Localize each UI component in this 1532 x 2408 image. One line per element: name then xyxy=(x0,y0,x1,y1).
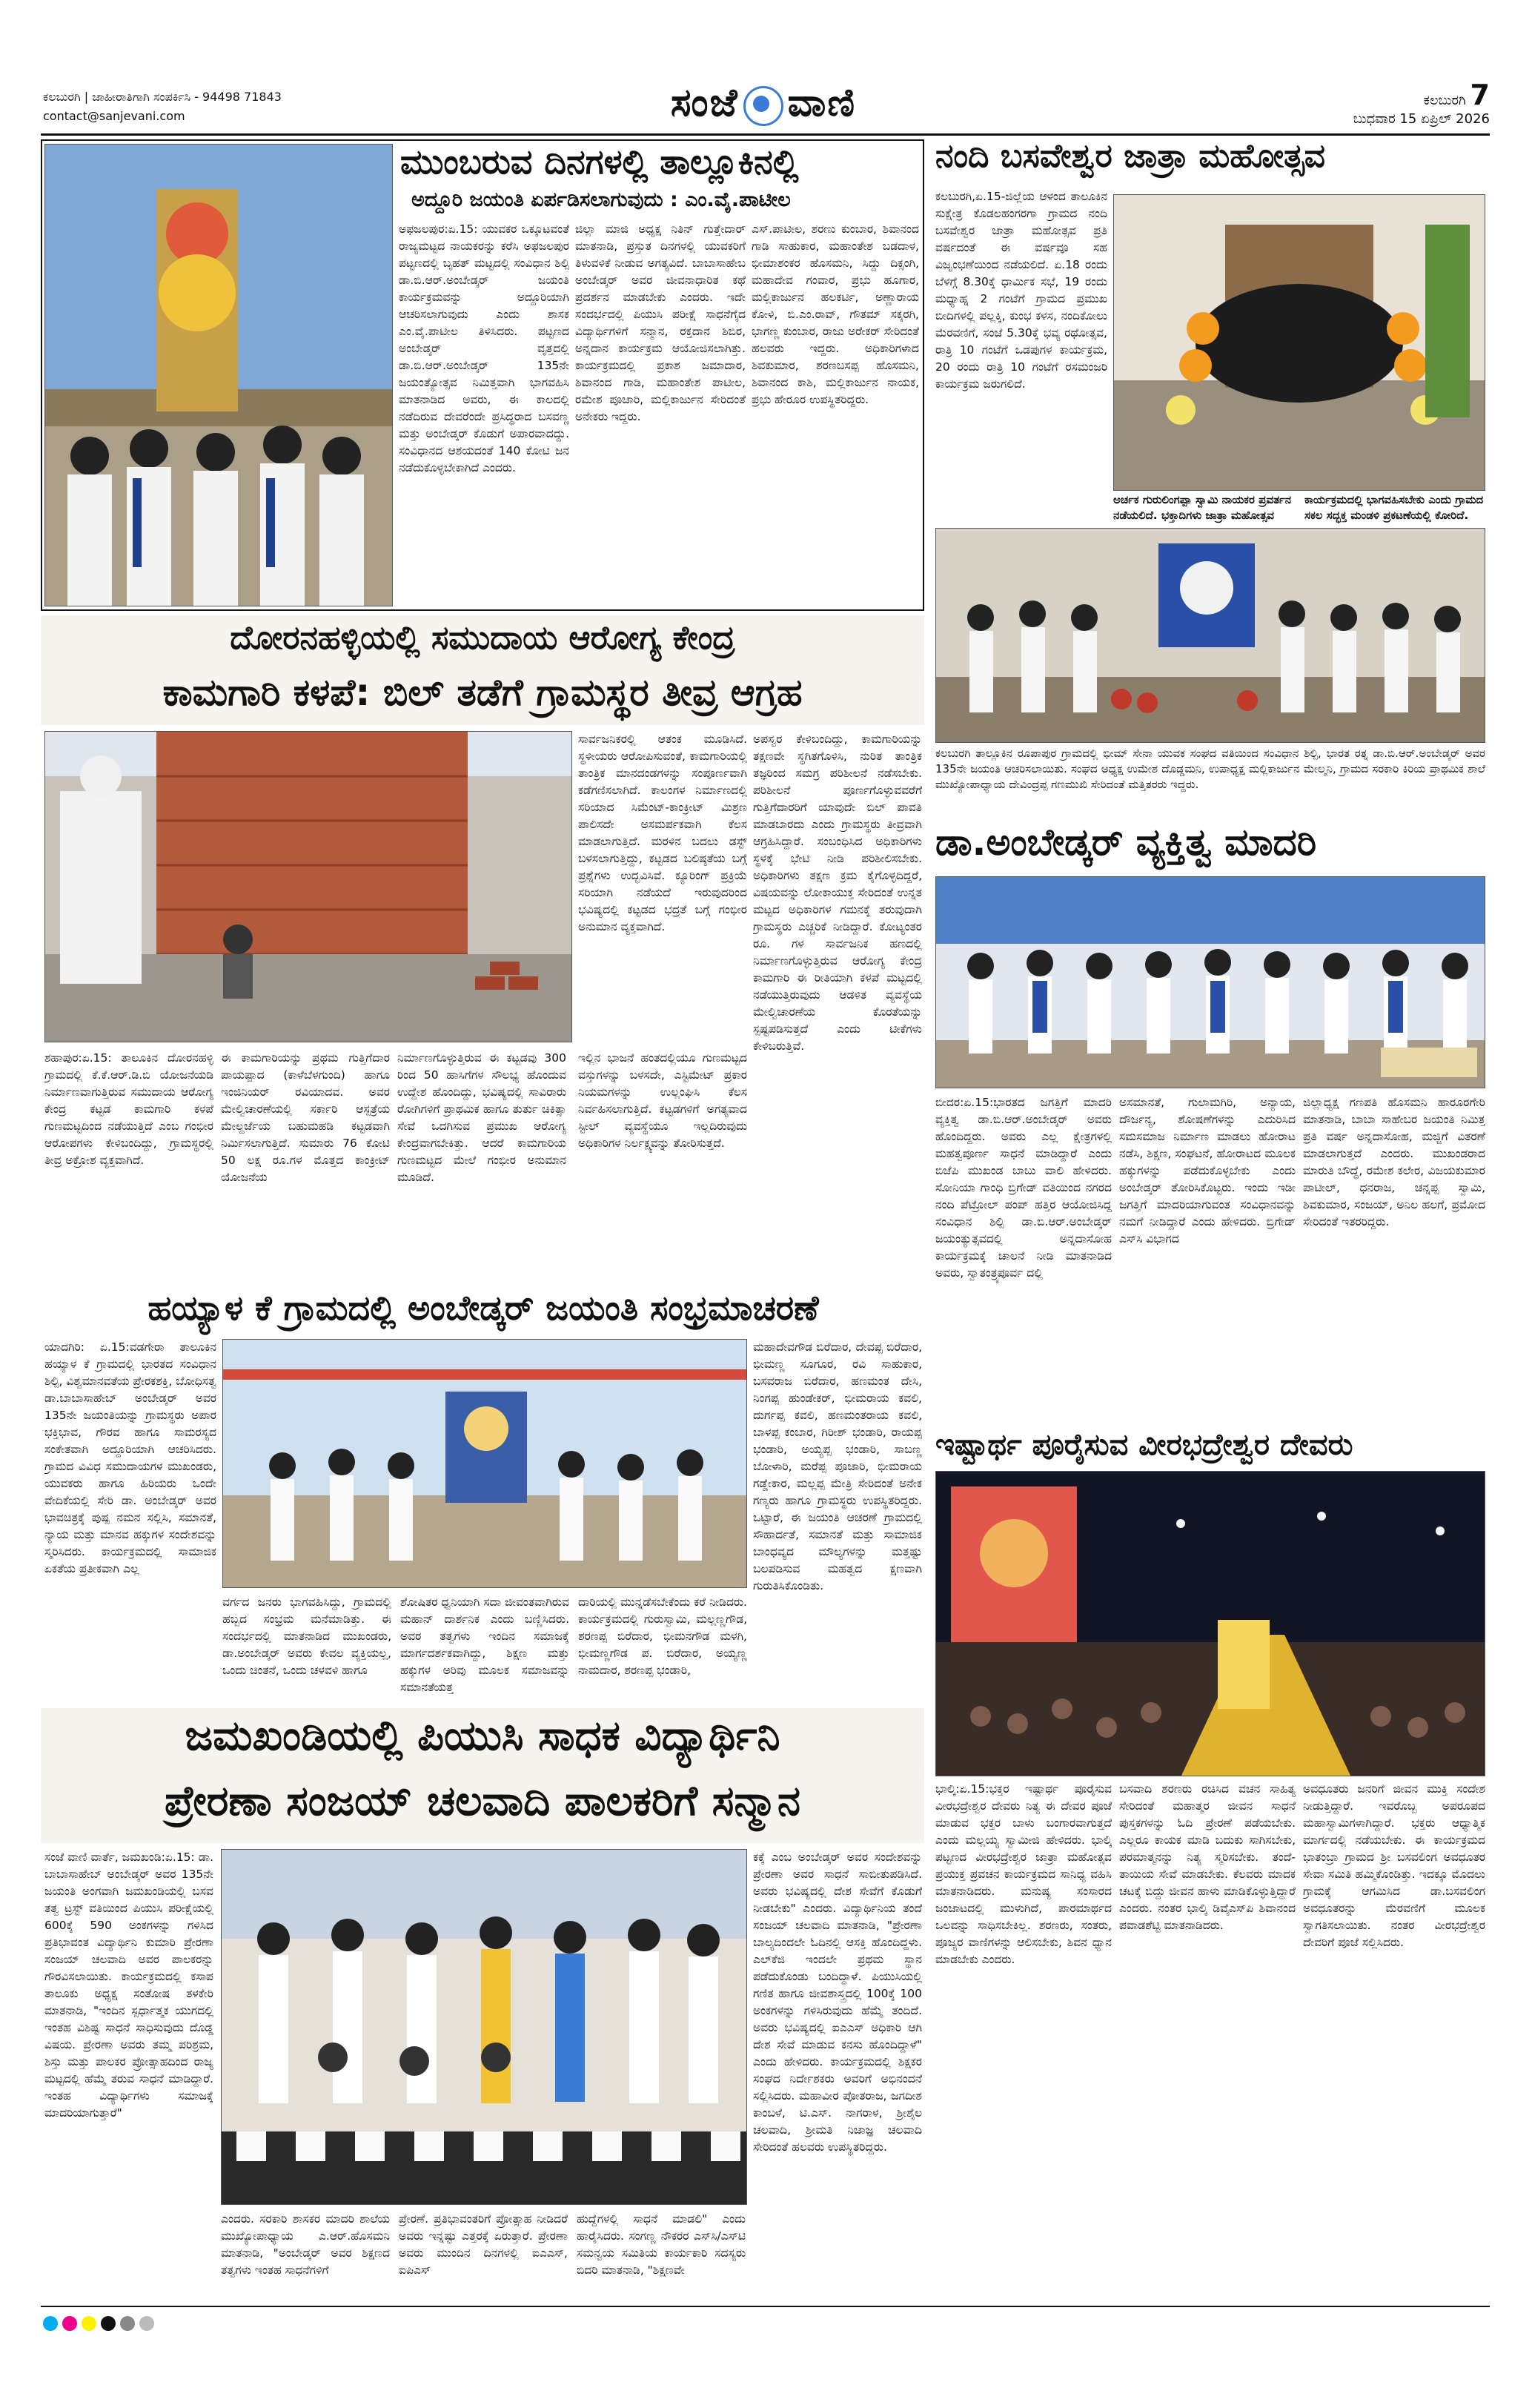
brand-part-1: ಸಂಜೆ xyxy=(670,80,739,125)
magenta-dot-icon xyxy=(62,2316,77,2331)
story6-col1: ಭಾಲ್ಕಿ:ಏ.15:ಭಕ್ತರ ಇಷ್ಟಾರ್ಥ ಪೂರೈಸುವ ವೀರಭದ್ರೇಶ್ವರ ದೇವರು ನಿತ್ಯ ಈ ದೇವರ ಪೂಜೆ ಮಾಡುವ ಭಕ್ತರ ಬಾಳು ಬಂಗಾರವಾಗುತ್ತದೆ ಎಂದು ಮಲ್ಲಯ್ಯ ಸ್ವಾಮೀಜಿ ಹೇಳಿದರು. ಭಾಲ್ಕಿ ಪಟ್ಟಣದ ವೀರಭದ್ರೇಶ್ವರ ಜಾತ್ರಾ ಮಹೋತ್ಸವ ಪ್ರಯುಕ್ತ ಪ್ರವಚನ ಕಾರ್ಯಕ್ರಮದ ಸಾನಿಧ್ಯ ವಹಿಸಿ ಮಾತನಾಡಿದರು. ಮನುಷ್ಯ ಸಂಸಾರದ ಜಂಜಾಟದಲ್ಲಿ ಮುಳುಗಿದೆ, ಪಾರಮಾರ್ಥದ ಒಲವನ್ನು ಸಾಧಿಸಬೇಕಿಲ್ಲ. ಶರಣರು, ಸಂತರು, ಪೂಜ್ಯರ ವಾಣಿಗಳನ್ನು ಆಲಿಸಬೇಕು, ಶಿವನ ಧ್ಯಾನ ಮಾಡಬೇಕು ಎಂದರು. xyxy=(935,1782,1112,1966)
story2-body: ಕಲಬುರಗಿ,ಏ.15-ಜಿಲ್ಲೆಯ ಆಳಂದ ತಾಲೂಕಿನ ಸುಕ್ಷೇತ್ರ ಕೊಡಲಹಂಗರಗಾ ಗ್ರಾಮದ ನಂದಿ ಬಸವೇಶ್ವರ ಜಾತ್ರಾ ಮಹೋತ್ಸವ ಪ್ರತಿ ವರ್ಷದಂತೆ ಈ ವರ್ಷವೂ ಸಹ ವಿಜೃಂಭಣೆಯಿಂದ ನಡೆಯಲಿದೆ. ಏ.18 ರಂದು ಬೆಳಗ್ಗೆ 8.30ಕ್ಕೆ ಧಾರ್ಮಿಕ ಸಭೆ, 19 ರಂದು ಮಧ್ಯಾಹ್ನ 2 ಗಂಟೆಗೆ ಗ್ರಾಮದ ಪ್ರಮುಖ ಬೀದಿಗಳಲ್ಲಿ ಪಲ್ಲಕ್ಕಿ, ಕುಂಭ ಕಳಸ, ನಂದಿಕೋಲು ಮೆರವಣಿಗೆ, ಸಂಜೆ 5.30ಕ್ಕೆ ಭವ್ಯ ರಥೋತ್ಸವ, ರಾತ್ರಿ 10 ಗಂಟೆಗೆ ಒಡಪುಗಳ ಕಾರ್ಯಕ್ರಮ, 20 ರಂದು ರಾತ್ರಿ 10 ಗಂಟೆಗೆ ರಸಮಂಜರಿ ಕಾರ್ಯಕ್ರಮ ಜರುಗಲಿದೆ. xyxy=(935,190,1107,391)
story4-col1: ಬೀದರ:ಏ.15:ಭಾರತದ ಜಗತ್ತಿಗೆ ಮಾದರಿ ವ್ಯಕ್ತಿತ್ವ ಡಾ.ಬಿ.ಆರ್.ಅಂಬೇಡ್ಕರ್ ಅವರು ಹೊಂದಿದ್ದರು. ಅವರು ಎಲ್ಲ ಕ್ಷೇತ್ರಗಳಲ್ಲಿ ಮಹತ್ವಪೂರ್ಣ ಸಾಧನೆ ಮಾಡಿದ್ದಾರೆ ಎಂದು ಬಿಜೆಪಿ ಮುಖಂಡ ಬಾಬು ವಾಲಿ ಹೇಳಿದರು. ಸೋನಿಯಾ ಗಾಂಧಿ ಬ್ರಿಗೇಡ್ ವತಿಯಿಂದ ನಗರದ ನಂದಿ ಪೆಟ್ರೋಲ್ ಪಂಪ್ ಹತ್ತಿರ ಆಯೋಜಿಸಿದ್ದ ಸಂವಿಧಾನ ಶಿಲ್ಪಿ ಡಾ.ಬಿ.ಆರ್.ಅಂಬೇಡ್ಕರ್ ಜಯಂತ್ಯುತ್ಸವದಲ್ಲಿ ಅನ್ನದಾಸೋಹ ಕಾರ್ಯಕ್ರಮಕ್ಕೆ ಚಾಲನೆ ನೀಡಿ ಮಾತನಾಡಿದ ಅವರು, ಸ್ವಾತಂತ್ರ್ಯಪೂರ್ವ ದಲ್ಲಿ xyxy=(935,1096,1112,1280)
story5-col-left: ಯಾದಗಿರಿ: ಏ.15:ವಡಗೇರಾ ತಾಲೂಕಿನ ಹಯ್ಯಾಳ ಕೆ ಗ್ರಾಮದಲ್ಲಿ ಭಾರತದ ಸಂವಿಧಾನ ಶಿಲ್ಪಿ, ವಿಶ್ವಮಾನವತೆಯ ಪ್ರೇರಕಶಕ್ತಿ, ಬೋಧಿಸತ್ವ ಡಾ.ಬಾಬಾಸಾಹೇಬ್ ಅಂಬೇಡ್ಕರ್ ಅವರ 135ನೇ ಜಯಂತಿಯನ್ನು ಗ್ರಾಮಸ್ಥರು ಅಪಾರ ಭಕ್ತಿಭಾವ, ಗೌರವ ಹಾಗೂ ಸಾಮರಸ್ಯದ ಸಂಕೇತವಾಗಿ ಅದ್ದೂರಿಯಾಗಿ ಆಚರಿಸಿದರು. ಗ್ರಾಮದ ವಿವಿಧ ಸಮುದಾಯಗಳ ಮುಖಂಡರು, ಯುವಕರು ಹಾಗೂ ಹಿರಿಯರು ಒಂದೇ ವೇದಿಕೆಯಲ್ಲಿ ಸೇರಿ ಡಾ. ಅಂಬೇಡ್ಕರ್ ಅವರ ಭಾವಚಿತ್ರಕ್ಕೆ ಪುಷ್ಪ ನಮನ ಸಲ್ಲಿಸಿ, ಸಮಾನತೆ, ನ್ಯಾಯ ಮತ್ತು ಮಾನವ ಹಕ್ಕುಗಳ ಸಂದೇಶವನ್ನು ಸ್ಮರಿಸಿದರು. ಕಾರ್ಯಕ್ರಮದಲ್ಲಿ ಸಾಮಾಜಿಕ ಏಕತೆಯ ಪ್ರತೀಕವಾಗಿ ಎಲ್ಲ xyxy=(44,1340,216,1575)
story7-col-right: ಕಕ್ಕೆ ಎಂಬ ಅಂಬೇಡ್ಕರ್ ಅವರ ಸಂದೇಶವನ್ನು ಪ್ರೇರಣಾ ಅವರ ಸಾಧನೆ ಸಾಬೀತುಪಡಿಸಿದೆ. ಅವರು ಭವಿಷ್ಯದಲ್ಲಿ ದೇಶ ಸೇವೆಗೆ ಕೊಡುಗೆ ನೀಡಬೇಕು" ಎಂದರು. ವಿದ್ಯಾರ್ಥಿನಿಯ ತಂದೆ ಸಂಜಯ್ ಚಲವಾದಿ ಮಾತನಾಡಿ, "ಪ್ರೇರಣಾ ಬಾಲ್ಯದಿಂದಲೇ ಓದಿನಲ್ಲಿ ಆಸಕ್ತಿ ಹೊಂದಿದ್ದಳು. ಎಲ್‌ಕೆಜಿ ಇಂದಲೇ ಪ್ರಥಮ ಸ್ಥಾನ ಪಡೆದುಕೊಂಡು ಬಂದಿದ್ದಾಳೆ. ಪಿಯುಸಿಯಲ್ಲಿ ಗಣಿತ ಹಾಗೂ ಜೀವಶಾಸ್ತ್ರದಲ್ಲಿ 100ಕ್ಕೆ 100 ಅಂಕಗಳನ್ನು ಗಳಿಸಿರುವುದು ಹೆಮ್ಮೆ ತಂದಿದೆ. ಅವರು ಭವಿಷ್ಯದಲ್ಲಿ ಐಎಎಸ್ ಅಧಿಕಾರಿ ಆಗಿ ದೇಶ ಸೇವೆ ಮಾಡುವ ಕನಸು ಹೊಂದಿದ್ದಾಳೆ" ಎಂದು ಹೇಳಿದರು. ಕಾರ್ಯಕ್ರಮದಲ್ಲಿ ಶಿಕ್ಷಕರ ಸಂಘದ ನಿರ್ದೇಶಕರು ಅವರಿಗೆ ಅಭಿನಂದನೆ ಸಲ್ಲಿಸಿದರು. ಮಹಾವೀರ ಪೋತರಾಜ, ಜಗದೀಶ ಕಾಂಬಳೆ, ಟಿ.ಎಸ್. ನಾಗರಾಳ, ಶ್ರೀಶೈಲ ಚಲವಾದಿ, ಶ್ರೀಮತಿ ನಿಜಾಜ್ಞ ಚಲವಾದಿ ಸೇರಿದಂತೆ ಹಲವರು ಉಪಸ್ಥಿತರಿದ್ದರು. xyxy=(753,1850,922,2154)
story5-col-m1: ವರ್ಗದ ಜನರು ಭಾಗವಹಿಸಿದ್ದು, ಗ್ರಾಮದಲ್ಲಿ ಹಬ್ಬದ ಸಂಭ್ರಮ ಮನೆಮಾಡಿತ್ತು. ಈ ಸಂದರ್ಭದಲ್ಲಿ ಮಾತನಾಡಿದ ಮುಖಂಡರು, ಡಾ.ಅಂಬೇಡ್ಕರ್ ಅವರು ಕೇವಲ ವ್ಯಕ್ತಿಯಲ್ಲ, ಒಂದು ಚಿಂತನೆ, ಒಂದು ಚಳವಳಿ ಹಾಗೂ xyxy=(222,1595,391,1677)
story5-col-m2: ಶೋಷಿತರ ಧ್ವನಿಯಾಗಿ ಸದಾ ಜೀವಂತವಾಗಿರುವ ಮಹಾನ್ ದಾರ್ಶನಿಕ ಎಂದು ಬಣ್ಣಿಸಿದರು. ಅವರ ತತ್ವಗಳು ಇಂದಿನ ಸಮಾಜಕ್ಕೆ ಮಾರ್ಗದರ್ಶಕವಾಗಿದ್ದು, ಶಿಕ್ಷಣ ಮತ್ತು ಹಕ್ಕುಗಳ ಅರಿವು ಮೂಲಕ ಸಮಾಜವನ್ನು ಸಮಾನತೆಯತ್ತ xyxy=(400,1595,569,1694)
story5-col-m3: ದಾರಿಯಲ್ಲಿ ಮುನ್ನಡೆಸಬೇಕೆಂದು ಕರೆ ನೀಡಿದರು. ಕಾರ್ಯಕ್ರಮದಲ್ಲಿ ಗುರುಸ್ವಾಮಿ, ಮಲ್ಲಣ್ಣಗೌಡ, ಶರಣಪ್ಪ ಬಿರೆದಾರ, ಭೀಮನಗೌಡ ಮಳಗಿ, ಭೀಮಣ್ಣಗೌಡ ಪ. ಬಿರೆದಾರ, ಅಯ್ಯಣ್ಣ ನಾಮದಾರ, ಶರಣಪ್ಪ ಭಂಡಾರಿ, xyxy=(578,1595,747,1677)
brand-globe-icon xyxy=(743,86,783,126)
masthead-rule xyxy=(41,133,1490,136)
masthead-left xyxy=(43,87,488,126)
story3-col-right2: ಅಪಸ್ವರ ಕೇಳಿಬಂದಿದ್ದು, ಕಾಮಗಾರಿಯನ್ನು ತಕ್ಷಣವೇ ಸ್ಥಗಿತಗೊಳಿಸಿ, ನುರಿತ ತಾಂತ್ರಿಕ ತಜ್ಞರಿಂದ ಸಮಗ್ರ ಪರಿಶೀಲನೆ ನಡೆಸಬೇಕು. ಪರಿಶೀಲನೆ ಪೂರ್ಣಗೊಳ್ಳುವವರೆಗೆ ಗುತ್ತಿಗೆದಾರರಿಗೆ ಯಾವುದೇ ಬಿಲ್ ಪಾವತಿ ಮಾಡಬಾರದು ಎಂದು ಗ್ರಾಮಸ್ಥರು ತೀವ್ರವಾಗಿ ಆಗ್ರಹಿಸಿದ್ದಾರೆ. ಸಂಬಂಧಿಸಿದ ಅಧಿಕಾರಿಗಳು ಸ್ಥಳಕ್ಕೆ ಭೇಟಿ ನೀಡಿ ಪರಿಶೀಲಿಸಬೇಕು. ಅಧಿಕಾರಿಗಳು ತಕ್ಷಣ ಕ್ರಮ ಕೈಗೊಳ್ಳದಿದ್ದರೆ, ವಿಷಯವನ್ನು ಲೋಕಾಯುಕ್ತ ಸೇರಿದಂತೆ ಉನ್ನತ ಮಟ್ಟದ ಅಧಿಕಾರಿಗಳ ಗಮನಕ್ಕೆ ತರುವುದಾಗಿ ಗ್ರಾಮಸ್ಥರು ಎಚ್ಚರಿಕೆ ನೀಡಿದ್ದಾರೆ. ಕೋಟ್ಯಂತರ ರೂ. ಗಳ ಸಾರ್ವಜನಿಕ ಹಣದಲ್ಲಿ ನಿರ್ಮಾಣಗೊಳ್ಳುತ್ತಿರುವ ಆರೋಗ್ಯ ಕೇಂದ್ರ ಕಾಮಗಾರಿ ಈ ರೀತಿಯಾಗಿ ಕಳಪೆ ಮಟ್ಟದಲ್ಲಿ ನಡೆಯುತ್ತಿರುವುದು ಆಡಳಿತ ವ್ಯವಸ್ಥೆಯ ಮೇಲ್ವಿಚಾರಣೆಯ ಕೊರತೆಯನ್ನು ಸ್ಪಷ್ಟಪಡಿಸುತ್ತದೆ ಎಂದು ಟೀಕೆಗಳು ಕೇಳಿಬರುತ್ತಿವೆ. xyxy=(753,732,922,1053)
story6-photo xyxy=(935,1471,1485,1776)
story7-photo xyxy=(221,1849,747,2205)
story1-col1: ಅಫಜಲಪುರ:ಏ.15: ಯುವಕರ ಒಕ್ಕೂಟವಂತೆ ರಾಜ್ಯಮಟ್ಟದ ನಾಯಕರನ್ನು ಕರೆಸಿ ಅಫಜಲಪುರ ಪಟ್ಟಣದಲ್ಲಿ ಬೃಹತ್ ಮಟ್ಟದಲ್ಲಿ ಸಂವಿಧಾನ ಶಿಲ್ಪಿ ಡಾ.ಬಿ.ಆರ್.ಅಂಬೇಡ್ಕರ್ ಜಯಂತಿ ಕಾರ್ಯಕ್ರಮವನ್ನು ಅದ್ದೂರಿಯಾಗಿ ಆಚರಿಸಲಾಗುವುದು ಎಂದು ಶಾಸಕ ಎಂ.ವೈ.ಪಾಟೀಲ ತಿಳಿಸಿದರು. ಪಟ್ಟಣದ ಅಂಬೇಡ್ಕರ್ ವೃತ್ತದಲ್ಲಿ ಡಾ.ಬಿ.ಆರ್.ಅಂಬೇಡ್ಕರ್ 135ನೇ ಜಯಂತ್ಯೋತ್ಸವ ನಿಮಿತ್ತವಾಗಿ ಭಾಗವಹಿಸಿ ಮಾತನಾಡಿದ ಅವರು, ಈ ಕಾಲದಲ್ಲಿ ನಡೆದಿರುವ ದೇವರೆಂದೇ ಪ್ರಸಿದ್ಧರಾದ ಬಸವಣ್ಣ ಮತ್ತು ಅಂಬೇಡ್ಕರ್ ಕೊಡುಗೆ ಅಪಾರವಾದದ್ದು. ಸಂವಿಧಾನದ ಆಶಯದಂತೆ 140 ಕೋಟಿ ಜನ ನಡೆದುಕೊಳ್ಳಬೇಕಾಗಿದೆ ಎಂದರು. xyxy=(399,222,569,474)
story7-col-b1: ಎಂದರು. ಸರಕಾರಿ ಶಾಸಕರ ಮಾದರಿ ಶಾಲೆಯ ಮುಖ್ಯೋಪಾಧ್ಯಾಯ ಎ.ಆರ್.ಹೊಸಮನಿ ಮಾತನಾಡಿ, "ಅಂಬೇಡ್ಕರ್ ಅವರ ಶಿಕ್ಷಣದ ತತ್ವಗಳು ಇಂತಹ ಸಾಧನೆಗಳಿಗೆ xyxy=(221,2212,390,2277)
story2-caption1: ಅರ್ಚಕ ಗುರುಲಿಂಗಪ್ಪಾ ಸ್ವಾಮಿ ನಾಯಕರ ಪ್ರವರ್ತನ ನಡೆಯಲಿದೆ. ಭಕ್ತಾದಿಗಳು ಜಾತ್ರಾ ಮಹೋತ್ಸವ xyxy=(1113,493,1292,522)
story2-headline: ನಂದಿ ಬಸವೇಶ್ವರ ಜಾತ್ರಾ ಮಹೋತ್ಸವ xyxy=(935,138,1325,175)
story4-col2: ಅಸಮಾನತೆ, ಗುಲಾಮಗಿರಿ, ಅನ್ಯಾಯ, ದೌರ್ಜನ್ಯ, ಶೋಷಣೆಗಳನ್ನು ಎದುರಿಸಿದ ಸಮಸಮಾಜ ನಿರ್ಮಾಣ ಮಾಡಲು ಹೋರಾಟ ನಡೆಸಿ, ಶಿಕ್ಷಣ, ಸಂಘಟನೆ, ಹೋರಾಟದ ಮೂಲಕ ಹಕ್ಕುಗಳನ್ನು ಪಡೆದುಕೊಳ್ಳಬೇಕು ಎಂದು ಅಂಬೇಡ್ಕರ್ ತೋರಿಸಿಕೊಟ್ಟರು. ಇಂದು ಇಡೀ ಜಗತ್ತಿಗೆ ಮಾದರಿಯಾಗುವಂತ ಸಂವಿಧಾನವನ್ನು ನಮಗೆ ನೀಡಿದ್ದಾರೆ ಎಂದು ಹೇಳಿದರು. ಬ್ರಿಗೇಡ್ ಎಸ್‌ಸಿ ವಿಭಾಗದ xyxy=(1119,1096,1296,1246)
story1-col2: ಜಿಲ್ಲಾ ಮಾಜಿ ಅಧ್ಯಕ್ಷ ನಿತಿನ್ ಗುತ್ತೇದಾರ್ ಮಾತನಾಡಿ, ಪ್ರಸ್ತುತ ದಿನಗಳಲ್ಲಿ ಯುವಕರಿಗೆ ತಿಳುವಳಿಕೆ ನೀಡುವ ಅಗತ್ಯವಿದೆ. ಬಾಬಾಸಾಹೇಬ ಅಂಬೇಡ್ಕರ್ ಅವರ ಜೀವನಾಧಾರಿತ ಕಥೆ ಪ್ರದರ್ಶನ ಮಾಡಬೇಕು ಎಂದರು. ಇದೇ ಸಂದರ್ಭದಲ್ಲಿ ಪಿಯುಸಿ ಪರೀಕ್ಷೆ ಸಾಧನೆಗೈದ ವಿದ್ಯಾರ್ಥಿಗಳಿಗೆ ಸನ್ಮಾನ, ರಕ್ತದಾನ ಶಿಬಿರ, ಅನ್ನದಾನ ಕಾರ್ಯಕ್ರಮ ಆಯೋಜಿಸಲಾಗಿತ್ತು. ಕಾರ್ಯಕ್ರಮದಲ್ಲಿ ಪ್ರಕಾಶ ಜಮಾದಾರ, ಶಿವಾನಂದ ಗಾಡಿ, ಮಹಾಂತೇಶ ಪಾಟೀಲ, ರಮೇಶ ಪೂಜಾರಿ, ಮಲ್ಲಿಕಾರ್ಜುನ ಸೇರಿದಂತೆ ಅನೇಕರು ಇದ್ದರು. xyxy=(575,222,746,423)
gray-dot-icon xyxy=(120,2316,135,2331)
story1-headline: ಮುಂಬರುವ ದಿನಗಳಲ್ಲಿ ತಾಲ್ಲೂಕಿನಲ್ಲಿ xyxy=(400,142,799,182)
story7-col-b3: ಹುದ್ದೆಗಳಲ್ಲಿ ಸಾಧನೆ ಮಾಡಲಿ" ಎಂದು ಹಾರೈಸಿದರು. ಸಂಗಣ್ಣ ನೌಕರರ ಎಸ್‌ಸಿ/ಎಸ್‌ಟಿ ಸಮನ್ವಯ ಸಮಿತಿಯ ಕಾರ್ಯಕಾರಿ ಸದಸ್ಯರು ಬಿದರಿ ಮಾತನಾಡಿ, "ಶಿಕ್ಷಣವೇ xyxy=(577,2212,746,2277)
story3-col-b1: ಶಹಾಪುರ:ಏ.15: ತಾಲೂಕಿನ ದೋರನಹಳ್ಳಿ ಗ್ರಾಮದಲ್ಲಿ ಕೆ.ಕೆ.ಆರ್.ಡಿ.ಬಿ ಯೋಜನೆಯಡಿ ನಿರ್ಮಾಣವಾಗುತ್ತಿರುವ ಸಮುದಾಯ ಆರೋಗ್ಯ ಕೇಂದ್ರ ಕಟ್ಟಡ ಕಾಮಗಾರಿ ಕಳಪೆ ಗುಣಮಟ್ಟದಿಂದ ನಡೆಯುತ್ತಿದೆ ಎಂಬ ಗಂಭೀರ ಆರೋಪಗಳು ಕೇಳಿಬಂದಿದ್ದು, ಗ್ರಾಮಸ್ಥರಲ್ಲಿ ತೀವ್ರ ಅಕ್ರೋಶ ವ್ಯಕ್ತವಾಗಿದೆ. xyxy=(44,1051,213,1167)
story3-col-b2: ಈ ಕಾಮಗಾರಿಯನ್ನು ಪ್ರಥಮ ಗುತ್ತಿಗೆದಾರ ಪಾಯಪ್ಪಾದ (ಕಾಳೆಬೆಳಗುಂದಿ) ಹಾಗೂ ಇಂಜಿನಿಯರ್ ರವಿಯಾದವ. ಅವರ ಮೇಲ್ವಿಚಾರಣೆಯಲ್ಲಿ ಸರ್ಕಾರಿ ಆಸ್ಪತ್ರೆಯ ಮೇಲ್ದರ್ಜೆಯ ಬಹುಮಹಡಿ ಕಟ್ಟಡವಾಗಿ ನಿರ್ಮಿಸಲಾಗುತ್ತಿದೆ. ಸುಮಾರು 76 ಕೋಟಿ 50 ಲಕ್ಷ ರೂ.ಗಳ ಮೊತ್ತದ ಕಾಂಕ್ರೀಟ್ ಯೋಜನೆಯ xyxy=(221,1051,390,1184)
story7-col-b2: ಪ್ರೇರಣೆ. ಪ್ರತಿಭಾವಂತರಿಗೆ ಪ್ರೋತ್ಸಾಹ ನೀಡಿದರೆ ಅವರು ಇನ್ನಷ್ಟು ಎತ್ತರಕ್ಕೆ ಏರುತ್ತಾರೆ. ಪ್ರೇರಣಾ ಅವರು ಮುಂದಿನ ದಿನಗಳಲ್ಲಿ ಐಎಎಸ್, ಐಪಿಎಸ್ xyxy=(399,2212,568,2277)
story1-subhead: ಅದ್ದೂರಿ ಜಯಂತಿ ಏರ್ಪಡಿಸಲಾಗುವುದು : ಎಂ.ವೈ.ಪಾಟೀಲ xyxy=(411,188,791,211)
story3-headline1: ದೋರನಹಳ್ಳಿಯಲ್ಲಿ ಸಮುದಾಯ ಆರೋಗ್ಯ ಕೇಂದ್ರ xyxy=(230,620,735,657)
masthead-right xyxy=(1186,79,1490,127)
bhim-sena-photo xyxy=(935,528,1485,743)
story3-col-right1: ಸಾರ್ವಜನಿಕರಲ್ಲಿ ಆತಂಕ ಮೂಡಿಸಿದೆ. ಸ್ಥಳೀಯರು ಆರೋಪಿಸುವಂತೆ, ಕಾಮಗಾರಿಯಲ್ಲಿ ತಾಂತ್ರಿಕ ಮಾನದಂಡಗಳನ್ನು ಸಂಪೂರ್ಣವಾಗಿ ಕಡೆಗಣಿಸಲಾಗಿದೆ. ಕಾಲಂಗಳ ನಿರ್ಮಾಣದಲ್ಲಿ ಸರಿಯಾದ ಸಿಮೆಂಟ್-ಕಾಂಕ್ರೀಟ್ ಮಿಶ್ರಣ ಪಾಲಿಸದೇ ಅಸಮರ್ಪಕವಾಗಿ ಕೆಲಸ ಮಾಡಲಾಗುತ್ತಿದೆ. ಮರಳಿನ ಬದಲು ಡಸ್ಟ್ ಬಳಸಲಾಗುತ್ತಿದ್ದು, ಕಟ್ಟಡದ ಬಲಿಷ್ಠತೆಯ ಬಗ್ಗೆ ಪ್ರಶ್ನೆಗಳು ಉದ್ಭವಿಸಿವೆ. ಕ್ಯೂರಿಂಗ್ ಪ್ರಕ್ರಿಯೆ ಸರಿಯಾಗಿ ನಡೆಯದೆ ಇರುವುದರಿಂದ ಭವಿಷ್ಯದಲ್ಲಿ ಕಟ್ಟಡದ ಭದ್ರತೆ ಬಗ್ಗೆ ಗಂಭೀರ ಅನುಮಾನ ವ್ಯಕ್ತವಾಗಿದೆ. xyxy=(578,732,747,933)
story5-photo xyxy=(222,1339,747,1588)
story6-col2: ಬಸವಾದಿ ಶರಣರು ರಚಿಸಿದ ವಚನ ಸಾಹಿತ್ಯ ಸೇರಿದಂತೆ ಮಹಾತ್ಮರ ಜೀವನ ಸಾಧನೆ ಪುಸ್ತಕಗಳನ್ನು ಓದಿ ಪ್ರೇರಣೆ ಪಡೆಯಬೇಕು. ಎಲ್ಲರೂ ಕಾಯಕ ಮಾಡಿ ಬದುಕು ಸಾಗಿಸಬೇಕು, ಪರಮಾತ್ಮನನ್ನು ನಿತ್ಯ ಸ್ಮರಿಸಬೇಕು. ತಂದೆ-ತಾಯಿಯ ಸೇವೆ ಮಾಡಬೇಕು. ಕೆಲವರು ಮಾದಕ ಚಟಕ್ಕೆ ಬಿದ್ದು ಜೀವನ ಹಾಳು ಮಾಡಿಕೊಳ್ಳುತ್ತಿದ್ದಾರೆ ಎಂದರು. ನಂತರ ಭಾಲ್ಕಿ ಡಿವೈಎಸ್‌ಪಿ ಶಿವಾನಂದ ಪವಾಡಶೆಟ್ಟಿ ಮಾತನಾಡಿದರು. xyxy=(1119,1782,1296,1932)
page-number: 7 xyxy=(1470,79,1490,111)
brand-logo xyxy=(578,80,949,132)
color-registration-marks xyxy=(43,2316,191,2335)
story7-col-left: ಸಂಜೆ ವಾಣಿ ವಾರ್ತೆ, ಜಮಖಂಡಿ:ಏ.15: ಡಾ. ಬಾಬಾಸಾಹೇಬ್ ಅಂಬೇಡ್ಕರ್ ಅವರ 135ನೇ ಜಯಂತಿ ಅಂಗವಾಗಿ ಜಮಖಂಡಿಯಲ್ಲಿ ಬಸವ ತತ್ವ ಟ್ರಸ್ಟ್ ವತಿಯಿಂದ ಪಿಯುಸಿ ಪರೀಕ್ಷೆಯಲ್ಲಿ 600ಕ್ಕೆ 590 ಅಂಕಗಳನ್ನು ಗಳಿಸಿದ ಪ್ರತಿಭಾವಂತ ವಿದ್ಯಾರ್ಥಿನಿ ಕುಮಾರಿ ಪ್ರೇರಣಾ ಸಂಜಯ್ ಚಲವಾದಿ ಅವರ ಪಾಲಕರನ್ನು ಗೌರವಿಸಲಾಯಿತು. ಕಾರ್ಯಕ್ರಮದಲ್ಲಿ ಕಸಾಪ ತಾಲೂಕು ಅಧ್ಯಕ್ಷ ಸಂತೋಷ ತಳಕೇರಿ ಮಾತನಾಡಿ, "ಇಂದಿನ ಸ್ಪರ್ಧಾತ್ಮಕ ಯುಗದಲ್ಲಿ ಇಂತಹ ವಿಶಿಷ್ಟ ಸಾಧನೆ ಸಾಧಿಸುವುದು ದೊಡ್ಡ ವಿಷಯ. ಪ್ರೇರಣಾ ಅವರು ತಮ್ಮ ಪರಿಶ್ರಮ, ಶಿಸ್ತು ಮತ್ತು ಪಾಲಕರ ಪ್ರೋತ್ಸಾಹದಿಂದ ರಾಜ್ಯ ಮಟ್ಟದಲ್ಲಿ ಹೆಮ್ಮೆ ತರುವ ಸಾಧನೆ ಮಾಡಿದ್ದಾರೆ. ಇಂತಹ ವಿದ್ಯಾರ್ಥಿಗಳು ಸಮಾಜಕ್ಕೆ ಮಾದರಿಯಾಗುತ್ತಾರೆ" xyxy=(44,1850,213,2120)
story4-photo xyxy=(935,876,1485,1088)
story6-col3: ಅವಧೂತರು ಜನರಿಗೆ ಜೀವನ ಮುಕ್ತಿ ಸಂದೇಶ ನೀಡುತ್ತಿದ್ದಾರೆ. ಇವರೊಬ್ಬ ಅಪರೂಪದ ಮಹಾಸ್ವಾಮಿಗಳಾಗಿದ್ದಾರೆ. ಭಕ್ತರು ಆಧ್ಯಾತ್ಮಿಕ ಮಾರ್ಗದಲ್ಲಿ ನಡೆಯಬೇಕು. ಈ ಕಾರ್ಯಕ್ರಮದ ಭಾತಂಬ್ರಾ ಗ್ರಾಮದ ಶ್ರೀ ಬಸವಲಿಂಗ ಅವಧೂತರ ಸೇವಾ ಸಮಿತಿ ಹಮ್ಮಿಕೊಂಡಿತ್ತು. ಇದಕ್ಕೂ ಮೊದಲು ಗ್ರಾಮಕ್ಕೆ ಆಗಮಿಸಿದ ಡಾ.ಬಸವಲಿಂಗ ಅವಧೂತರನ್ನು ಮೆರವಣಿಗೆ ಮೂಲಕ ಸ್ವಾಗತಿಸಲಾಯಿತು. ನಂತರ ವೀರಭದ್ರೇಶ್ವರ ದೇವರಿಗೆ ಪೂಜೆ ಸಲ್ಲಿಸಿದರು. xyxy=(1303,1782,1485,1949)
story4-headline: ಡಾ.ಅಂಬೇಡ್ಕರ್ ವ್ಯಕ್ತಿತ್ವ ಮಾದರಿ xyxy=(935,821,1317,864)
story1-photo xyxy=(44,144,393,606)
story5-col-right: ಮಹಾದೇವಗೌಡ ಬಿರೆದಾರ, ದೇವಪ್ಪ ಬಿರೆದಾರ, ಭೀಮಣ್ಣ ಸೂಗೂರ, ರವಿ ಸಾಹುಕಾರ, ಬಸವರಾಜ ಬಿರೆದಾರ, ಹಣಮಂತ ದೇಸಿ, ನಿಂಗಪ್ಪ ಹುಂಡೇಕರ್, ಭೀಮರಾಯ ಕವಲಿ, ದುರ್ಗಪ್ಪ ಕವಲಿ, ಹಣಮಂತರಾಯ ಕವಲಿ, ಬಾಳಪ್ಪ ಕಂಬಾರ, ಗಿರೀಶ್ ಭಂಡಾರಿ, ರಾಯಪ್ಪ ಭಂಡಾರಿ, ಅಯ್ಯಪ್ಪ ಭಂಡಾರಿ, ಸಾಬಣ್ಣ ಬೋಳಾರಿ, ಮರೆಪ್ಪ ಪೂಜಾರಿ, ಭೀಮರಾಯ ಗಡ್ಡೇಕಾರ, ಮಲ್ಲಪ್ಪ ಮೇತ್ರಿ ಸೇರಿದಂತೆ ಅನೇಕ ಗಣ್ಯರು ಹಾಗೂ ಗ್ರಾಮಸ್ಥರು ಉಪಸ್ಥಿತರಿದ್ದರು. ಒಟ್ಟಾರೆ, ಈ ಜಯಂತಿ ಆಚರಣೆ ಗ್ರಾಮದಲ್ಲಿ ಸೌಹಾರ್ದತೆ, ಸಮಾನತೆ ಮತ್ತು ಸಾಮಾಜಿಕ ಬಾಂಧವ್ಯದ ಮೌಲ್ಯಗಳನ್ನು ಮತ್ತಷ್ಟು ಬಲಪಡಿಸುವ ಮಹತ್ವದ ಕ್ಷಣವಾಗಿ ಗುರುತಿಸಿಕೊಂಡಿತು. xyxy=(753,1340,922,1592)
bhim-sena-caption: ಕಲಬುರಗಿ ತಾಲ್ಲೂಕಿನ ರೂಪಾಪುರ ಗ್ರಾಮದಲ್ಲಿ ಭೀಮ್ ಸೇನಾ ಯುವಕ ಸಂಘದ ವತಿಯಿಂದ ಸಂವಿಧಾನ ಶಿಲ್ಪಿ, ಭಾರತ ರತ್ನ ಡಾ.ಬಿ.ಆರ್.ಅಂಬೇಡ್ಕರ್ ಅವರ 135ನೇ ಜಯಂತಿ ಆಚರಿಸಲಾಯಿತು. ಸಂಘದ ಅಧ್ಯಕ್ಷ ಉಮೇಶ ದೊಡ್ಡಮನಿ, ಉಪಾಧ್ಯಕ್ಷ ಮಲ್ಲಿಕಾರ್ಜುನ ಮೇಲ್ಮನಿ, ಗ್ರಾಮದ ಸರಕಾರಿ ಕಿರಿಯ ಪ್ರಾಥಮಿಕ ಶಾಲೆ ಮುಖ್ಯೋಪಾಧ್ಯಾಯ ದೇವಿಂದ್ರಪ್ಪ ಗಣಮುಖಿ ಸೇರಿದಂತೆ ಮತ್ತಿತರರು ಇದ್ದರು. xyxy=(935,747,1485,791)
story6-headline: ಇಷ್ಟಾರ್ಥ ಪೂರೈಸುವ ವೀರಭದ್ರೇಶ್ವರ ದೇವರು xyxy=(935,1428,1353,1462)
story3-photo xyxy=(44,731,572,1042)
story7-headline1: ಜಮಖಂಡಿಯಲ್ಲಿ ಪಿಯುಸಿ ಸಾಧಕ ವಿದ್ಯಾರ್ಥಿನಿ xyxy=(185,1713,780,1760)
masthead-contact-line: ಕಲಬುರಗಿ | ಜಾಹೀರಾತಿಗಾಗಿ ಸಂಪರ್ಕಿಸಿ - 94498 71843 xyxy=(43,90,282,104)
story3-col-b4: ಇಲ್ಲಿನ ಭಾಜನೆ ಹಂತದಲ್ಲಿಯೂ ಗುಣಮಟ್ಟದ ವಸ್ತುಗಳನ್ನು ಬಳಸದೇ, ಎಸ್ಟಿಮೇಟ್ ಪ್ರಕಾರ ನಿಯಮಗಳನ್ನು ಉಲ್ಲಂಘಿಸಿ ಕೆಲಸ ನಿರ್ವಹಿಸಲಾಗುತ್ತಿದೆ. ಕಟ್ಟಡಗಳಿಗೆ ಅಗತ್ಯವಾದ ಸ್ಟೀಲ್ ವ್ಯವಸ್ಥೆಯೂ ಇಲ್ಲದಿರುವುದು ಅಧಿಕಾರಿಗಳ ನಿರ್ಲಕ್ಷ್ಯವನ್ನು ತೋರಿಸುತ್ತದೆ. xyxy=(578,1051,747,1150)
cyan-dot-icon xyxy=(43,2316,58,2331)
story5-headline: ಹಯ್ಯಾಳ ಕೆ ಗ್ರಾಮದಲ್ಲಿ ಅಂಬೇಡ್ಕರ್ ಜಯಂತಿ ಸಂಭ್ರಮಾಚರಣೆ xyxy=(147,1289,819,1328)
footer-rule xyxy=(41,2306,1490,2307)
brand-part-2: ವಾಣಿ xyxy=(787,80,857,125)
story2-caption2: ಕಾರ್ಯಕ್ರಮದಲ್ಲಿ ಭಾಗವಹಿಸಬೇಕು ಎಂದು ಗ್ರಾಮದ ಸಕಲ ಸದ್ಭಕ್ತ ಮಂಡಳಿ ಪ್ರಕಟಣೆಯಲ್ಲಿ ಕೋರಿದೆ. xyxy=(1304,493,1484,522)
yellow-dot-icon xyxy=(82,2316,96,2331)
story3-col-b3: ನಿರ್ಮಾಣಗೊಳ್ಳುತ್ತಿರುವ ಈ ಕಟ್ಟಡವು 300 ರಿಂದ 50 ಹಾಸಿಗೆಗಳ ಸೌಲಭ್ಯ ಹೊಂದುವ ಉದ್ದೇಶ ಹೊಂದಿದ್ದು, ಭವಿಷ್ಯದಲ್ಲಿ ಸಾವಿರಾರು ರೋಗಿಗಳಿಗೆ ಪ್ರಾಥಮಿಕ ಹಾಗೂ ತುರ್ತು ಚಿಕಿತ್ಸಾ ಸೇವೆ ಒದಗಿಸುವ ಪ್ರಮುಖ ಆರೋಗ್ಯ ಕೇಂದ್ರವಾಗಬೇಕಿತ್ತು. ಆದರೆ ಕಾಮಗಾರಿಯ ಗುಣಮಟ್ಟದ ಮೇಲೆ ಗಂಭೀರ ಅನುಮಾನ ಮೂಡಿದೆ. xyxy=(397,1051,566,1184)
story3-headline2: ಕಾಮಗಾರಿ ಕಳಪೆ: ಬಿಲ್ ತಡೆಗೆ ಗ್ರಾಮಸ್ಥರ ತೀವ್ರ ಆಗ್ರಹ xyxy=(162,672,803,714)
masthead-email: contact@sanjevani.com xyxy=(43,109,185,123)
story1-col3: ಎಸ್.ಪಾಟೀಲ, ಶರಣು ಕುಂಬಾರ, ಶಿವಾನಂದ ಗಾಡಿ ಸಾಹುಕಾರ, ಮಹಾಂತೇಶ ಬಡದಾಳ, ಭೀಮಾಶಂಕರ ಹೊಸಮನಿ, ಸಿದ್ದು ದಿಕ್ಸಂಗಿ, ಮಹಾದೇವ ಗಂವಾರ, ಪ್ರಭು ಹೂಗಾರ, ಮಲ್ಲಿಕಾರ್ಜುನ ಹಲಕರ್ಟಿ, ಅಣ್ಣಾರಾಯ ಕೋಳಿ, ಬಿ.ಎಂ.ರಾವ್, ಗೌತಮ್ ಸಕ್ಕರಗಿ, ಭಾಗಣ್ಣ ಕುಂಬಾರ, ರಾಜು ಅರೇಕರ್ ಸೇರಿದಂತೆ ಹಲವರು ಇದ್ದರು. ಅಧಿಕಾರಿಗಳಾದ ಶಿವಕುಮಾರ, ಶರಣಬಸಪ್ಪ ಹೊಸಮನಿ, ಶಿವಾನಂದ ಕಾಶಿ, ಮಲ್ಲಿಕಾರ್ಜುನ ನಾಯಕ, ಪ್ರಭು ಹೇರೂರ ಉಪಸ್ಥಿತರಿದ್ದರು. xyxy=(752,222,919,406)
story7-headline2: ಪ್ರೇರಣಾ ಸಂಜಯ್ ಚಲವಾದಿ ಪಾಲಕರಿಗೆ ಸನ್ಮಾನ xyxy=(164,1778,800,1825)
light-gray-dot-icon xyxy=(139,2316,154,2331)
black-dot-icon xyxy=(101,2316,116,2331)
story2-photo xyxy=(1113,194,1485,491)
masthead-date: ಬುಧವಾರ 15 ಏಪ್ರಿಲ್ 2026 xyxy=(1353,111,1490,127)
story4-col3: ಜಿಲ್ಲಾಧ್ಯಕ್ಷ ಗಣಪತಿ ಹೊಸಮನಿ ಹಾರೂರಗೇರಿ ಮಾತನಾಡಿ, ಬಾಬಾ ಸಾಹೇಬರ ಜಯಂತಿ ನಿಮಿತ್ತ ಪ್ರತಿ ವರ್ಷ ಅನ್ನದಾಸೋಹ, ಮಜ್ಜಿಗೆ ವಿತರಣೆ ಮಾಡಲಾಗುತ್ತದೆ ಎಂದರು. ಮುಖಂಡರಾದ ಮಾರುತಿ ಬೌದ್ಧೆ, ರಮೇಶ ಕಲೇರ, ವಿಜಯಕುಮಾರ ಪಾಟೀಲ್, ಧನರಾಜ, ಚನ್ನಪ್ಪ ಸ್ವಾಮಿ, ಶಿವಕುಮಾರ, ಸಂಜಯ್, ಅನಿಲ ಹಲಗೆ, ಪ್ರಮೋದ ಸೇರಿದಂತೆ ಇತರರಿದ್ದರು. xyxy=(1303,1096,1485,1228)
masthead-city: ಕಲಬುರಗಿ xyxy=(1423,93,1466,108)
